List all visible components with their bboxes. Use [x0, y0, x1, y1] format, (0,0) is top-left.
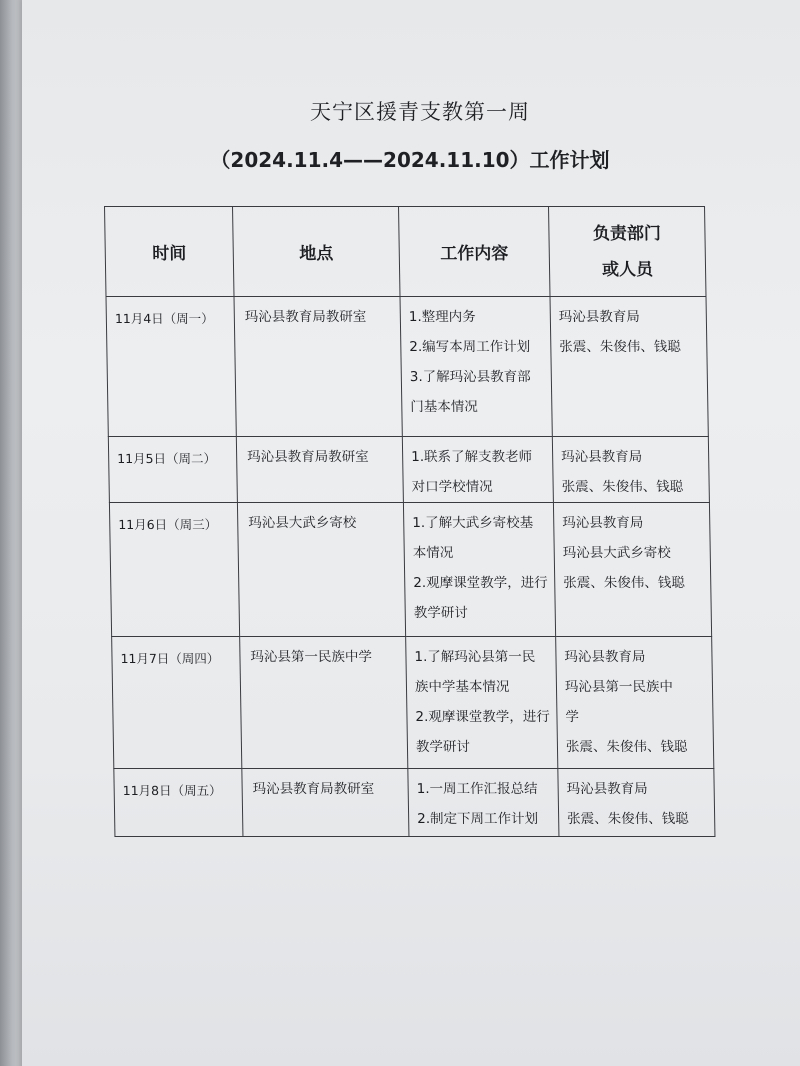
- responsible-line: 学: [565, 709, 580, 725]
- row-content: [403, 503, 555, 637]
- content-line: 1.联系了解支教老师: [411, 449, 533, 465]
- content-line: 本情况: [412, 545, 454, 561]
- responsible-line: 玛沁县教育局: [561, 449, 643, 465]
- content-line: 3.了解玛沁县教育部: [409, 369, 531, 385]
- responsible-line: 玛沁县第一民族中: [564, 679, 674, 695]
- table-row-mon: [106, 297, 708, 437]
- row-location: 玛沁县教育局教研室: [236, 437, 403, 503]
- document-subtitle: （2024.11.4——2024.11.10）工作计划: [210, 148, 610, 172]
- content-line: 2.观摩课堂教学，进行: [415, 709, 550, 725]
- content-line: 2.观摩课堂教学，进行: [413, 575, 548, 591]
- row-location: 玛沁县大武乡寄校: [237, 503, 405, 637]
- content-line: 对口学校情况: [411, 479, 493, 495]
- responsible-line: 张震、朱俊伟、钱聪: [559, 339, 681, 355]
- work-plan-table: [104, 206, 715, 837]
- row-content: [406, 637, 558, 769]
- header-responsible-line2: 或人员: [601, 259, 654, 280]
- row-content: [400, 297, 552, 437]
- table-row-fri: [114, 769, 715, 837]
- header-content: 工作内容: [399, 207, 550, 297]
- row-date: 11月6日（周三）: [109, 503, 239, 637]
- row-date: 11月4日（周一）: [106, 297, 236, 437]
- responsible-line: 玛沁县教育局: [566, 781, 648, 797]
- row-responsible: [552, 437, 709, 503]
- content-line: 2.编写本周工作计划: [409, 339, 531, 355]
- header-responsible: [549, 207, 706, 297]
- content-line: 门基本情况: [410, 399, 478, 415]
- row-responsible: [558, 769, 715, 837]
- table-row-thu: [112, 637, 714, 769]
- responsible-line: 张震、朱俊伟、钱聪: [561, 479, 684, 495]
- table-row-tue: [108, 437, 709, 503]
- row-date: 11月5日（周二）: [108, 437, 237, 503]
- table-header-row: [105, 207, 706, 297]
- row-location: 玛沁县第一民族中学: [240, 637, 408, 769]
- content-line: 1.了解大武乡寄校基: [412, 515, 534, 531]
- row-date: 11月8日（周五）: [114, 769, 243, 837]
- content-line: 2.制定下周工作计划: [417, 811, 539, 827]
- content-line: 族中学基本情况: [414, 679, 510, 695]
- row-responsible: [556, 637, 714, 769]
- content-line: 教学研讨: [413, 605, 468, 621]
- header-time: 时间: [105, 207, 234, 297]
- row-location: 玛沁县教育局教研室: [242, 769, 409, 837]
- document-title: 天宁区援青支教第一周: [310, 100, 530, 124]
- responsible-line: 张震、朱俊伟、钱聪: [565, 739, 688, 755]
- responsible-line: 玛沁县教育局: [558, 309, 640, 325]
- header-responsible-line1: 负责部门: [592, 223, 662, 244]
- row-content: [402, 437, 553, 503]
- content-line: 教学研讨: [415, 739, 471, 755]
- work-plan-table-wrapper: [104, 206, 714, 838]
- responsible-line: 玛沁县大武乡寄校: [562, 545, 671, 561]
- row-location: 玛沁县教育局教研室: [234, 297, 402, 437]
- responsible-line: 张震、朱俊伟、钱聪: [567, 811, 689, 827]
- row-responsible: [550, 297, 708, 437]
- content-line: 1.整理内务: [408, 309, 476, 325]
- responsible-line: 玛沁县教育局: [564, 649, 646, 665]
- responsible-line: 玛沁县教育局: [562, 515, 644, 531]
- row-date: 11月7日（周四）: [112, 637, 242, 769]
- row-content: [408, 769, 559, 837]
- header-location: 地点: [233, 207, 400, 297]
- content-line: 1.一周工作汇报总结: [416, 781, 538, 797]
- table-row-wed: [109, 503, 711, 637]
- responsible-line: 张震、朱俊伟、钱聪: [563, 575, 685, 591]
- content-line: 1.了解玛沁县第一民: [414, 649, 536, 665]
- row-responsible: [553, 503, 711, 637]
